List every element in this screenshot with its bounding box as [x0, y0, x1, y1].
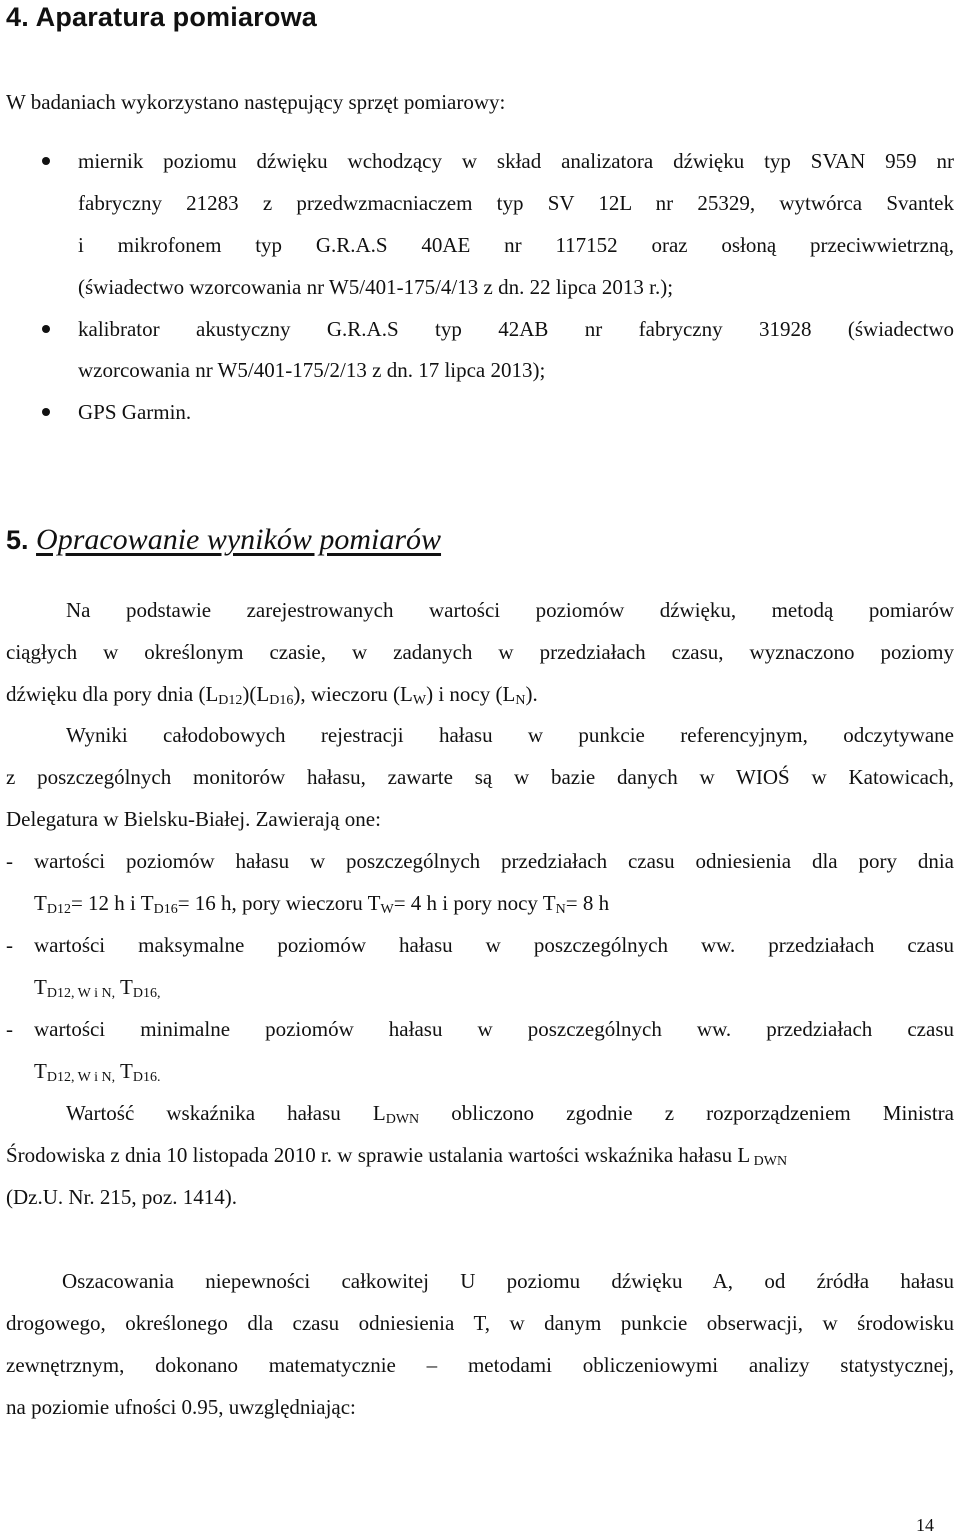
- bullet-icon: [42, 408, 50, 416]
- section-title: Opracowanie wyników pomiarów: [36, 523, 442, 556]
- list-item-line: wartości minimalne poziomów hałasu w poszczególnych ww. przedziałach czasu: [34, 1017, 954, 1041]
- list-item-line: $T_{D12}= 12$ h i $T_{D16}= 16$ h, pory wieczoru $T_W= 4$ h i pory nocy $T_N= 8$ h: [34, 891, 610, 917]
- paragraph-line: z poszczególnych monitorów hałasu, zawarte są w bazie danych w WIOŚ w Katowicach,: [6, 765, 954, 789]
- list-item-line: wartości poziomów hałasu w poszczególnych przedziałach czasu odniesienia dla pory dnia: [34, 849, 954, 873]
- paragraph-line: Na podstawie zarejestrowanych wartości poziomów dźwięku, metodą pomiarów: [66, 598, 954, 622]
- list-item-line: (świadectwo wzorcowania nr W5/401-175/4/13 z dn. 22 lipca 2013 r.);: [78, 275, 674, 299]
- list-item-line: wzorcowania nr W5/401-175/2/13 z dn. 17 lipca 2013);: [78, 358, 546, 382]
- paragraph-line: dźwięku dla pory dnia $(L_{D12})(L_{D16})$, wieczoru $(L_W)$ i nocy $(L_N)$.: [6, 682, 538, 708]
- list-item-line: $T_{D12, W i N,}$ $T_{D16,}$: [34, 975, 161, 1001]
- bullet-icon: [42, 157, 50, 165]
- page-number: 14: [916, 1515, 934, 1535]
- section-4-intro: W badaniach wykorzystano następujący sprzęt pomiarowy:: [6, 90, 506, 114]
- paragraph-line: ciągłych w określonym czasie, w zadanych w przedziałach czasu, wyznaczono poziomy: [6, 640, 954, 664]
- list-item-line: GPS Garmin.: [78, 400, 192, 424]
- paragraph-line: na poziomie ufności 0.95, uwzględniając:: [6, 1395, 356, 1419]
- section-5-heading: [6, 520, 441, 560]
- list-item-line: wartości maksymalne poziomów hałasu w poszczególnych ww. przedziałach czasu: [34, 933, 954, 957]
- section-4-heading: 4. Aparatura pomiarowa: [6, 2, 317, 32]
- paragraph-line: Środowiska z dnia 10 listopada 2010 r. w sprawie ustalania wartości wskaźnika hałasu L $_{DWN}$: [6, 1143, 788, 1169]
- bullet-icon: [42, 325, 50, 333]
- list-item-line: kalibrator akustyczny G.R.A.S typ 42AB nr fabryczny 31928 (świadectwo: [78, 317, 954, 341]
- list-item-line: miernik poziomu dźwięku wchodzący w skład analizatora dźwięku typ SVAN 959 nr: [78, 149, 954, 173]
- dash-marker: -: [6, 849, 13, 873]
- dash-marker: -: [6, 1017, 13, 1041]
- paragraph-line: (Dz.U. Nr. 215, poz. 1414).: [6, 1185, 237, 1209]
- paragraph-line: Oszacowania niepewności całkowitej U poziomu dźwięku A, od źródła hałasu: [62, 1269, 954, 1293]
- paragraph-line: Wartość wskaźnika hałasu $L_{DWN}$ obliczono zgodnie z rozporządzeniem Ministra: [66, 1101, 954, 1127]
- section-number: 5.: [6, 525, 29, 555]
- paragraph-line: zewnętrznym, dokonano matematycznie – metodami obliczeniowymi analizy statystycznej,: [6, 1353, 954, 1377]
- list-item-line: fabryczny 21283 z przedwzmacniaczem typ SV 12L nr 25329, wytwórca Svantek: [78, 191, 954, 215]
- list-item-line: $T_{D12, W i N,}$ $T_{D16.}$: [34, 1059, 161, 1085]
- paragraph-line: Delegatura w Bielsku-Białej. Zawierają one:: [6, 807, 381, 831]
- dash-marker: -: [6, 933, 13, 957]
- list-item-line: i mikrofonem typ G.R.A.S 40AE nr 117152 oraz osłoną przeciwwietrzną,: [78, 233, 954, 257]
- paragraph-line: Wyniki całodobowych rejestracji hałasu w punkcie referencyjnym, odczytywane: [66, 723, 954, 747]
- paragraph-line: drogowego, określonego dla czasu odniesienia T, w danym punkcie obserwacji, w środowisku: [6, 1311, 954, 1335]
